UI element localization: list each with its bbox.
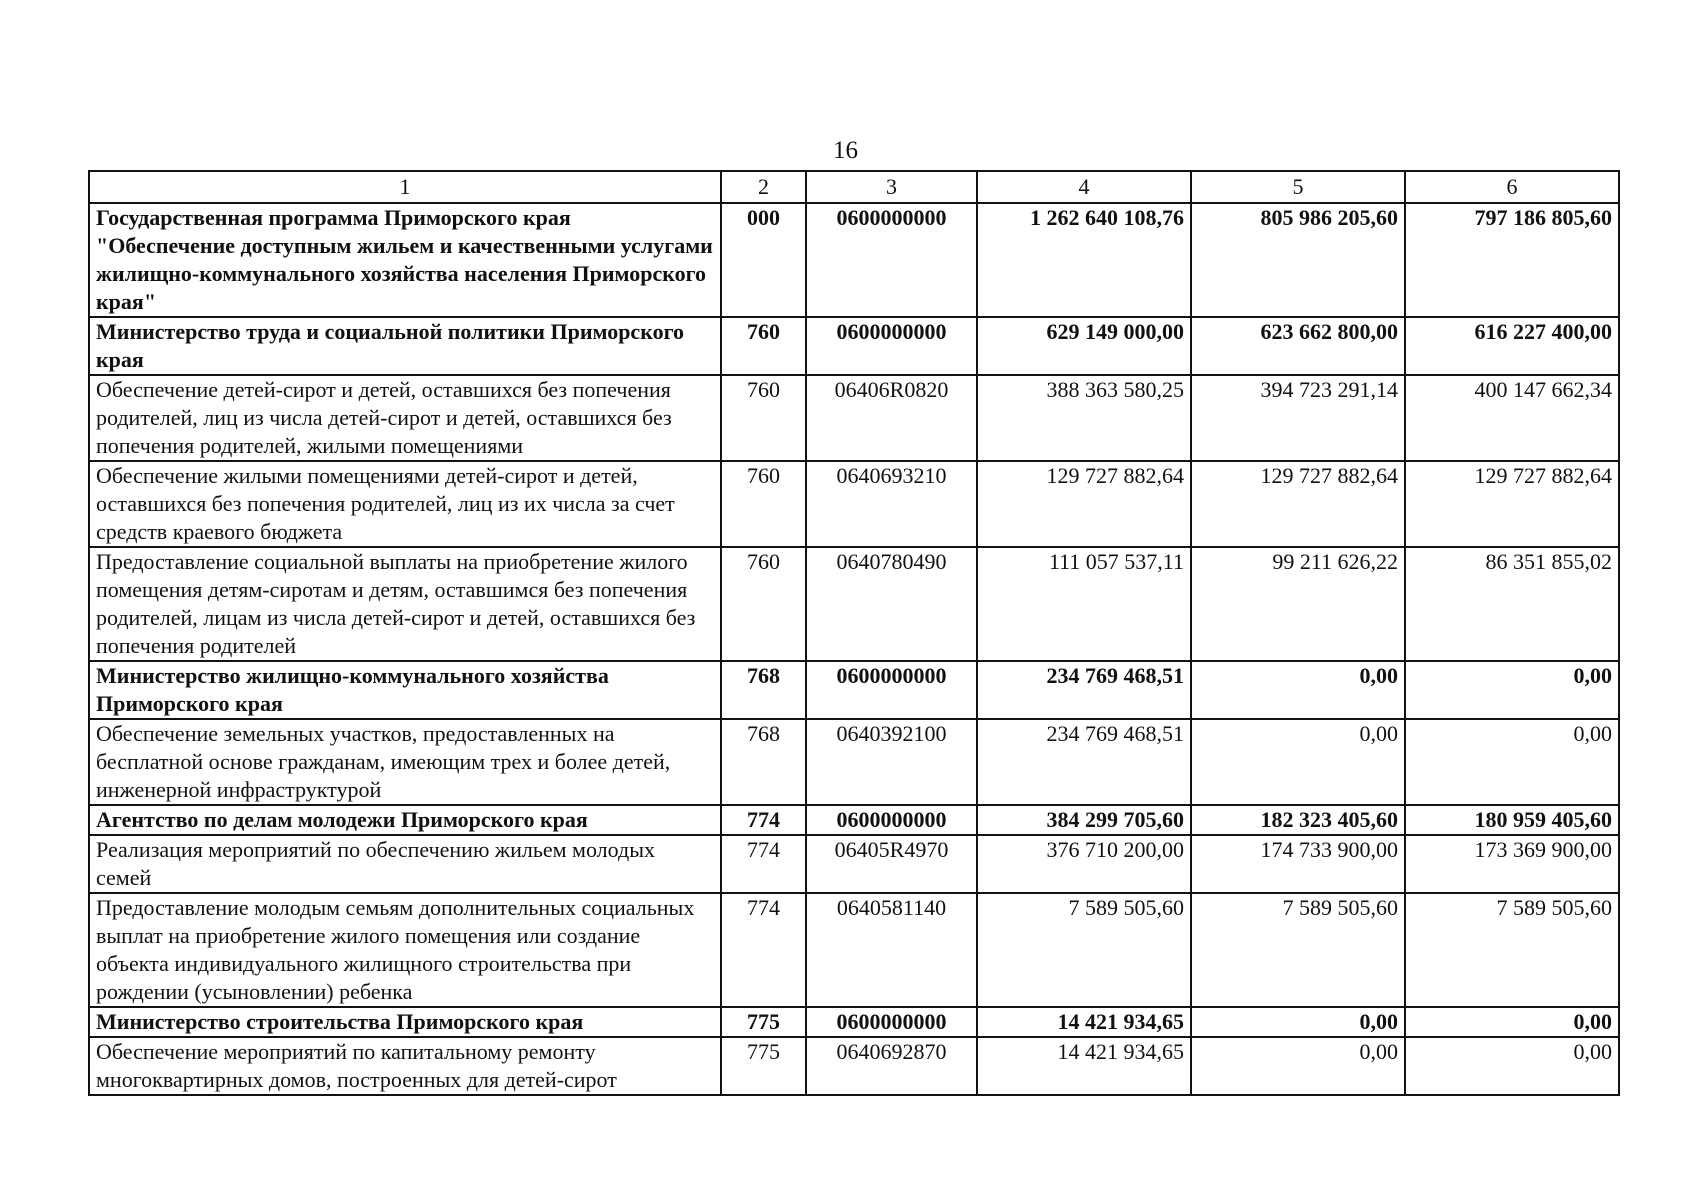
row-amount-col5: 0,00 [1191, 661, 1405, 719]
row-target-code: 06405R4970 [806, 835, 977, 893]
row-name: Обеспечение жилыми помещениями детей-сирот и детей, оставшихся без попечения родителей, лиц из их числа за счет средств краевого бюджета [89, 461, 721, 547]
row-amount-col6: 86 351 855,02 [1405, 547, 1619, 661]
table-row [89, 805, 1619, 835]
row-amount-col5: 0,00 [1191, 1037, 1405, 1095]
row-amount-col5: 805 986 205,60 [1191, 203, 1405, 317]
row-amount-col5: 7 589 505,60 [1191, 893, 1405, 1007]
row-target-code: 0600000000 [806, 1007, 977, 1037]
row-name: Обеспечение мероприятий по капитальному ремонту многоквартирных домов, построенных для детей-сирот [89, 1037, 721, 1095]
row-target-code: 0640780490 [806, 547, 977, 661]
column-number: 5 [1191, 171, 1405, 203]
row-amount-col5: 174 733 900,00 [1191, 835, 1405, 893]
row-amount-col6: 0,00 [1405, 1037, 1619, 1095]
table-row [89, 893, 1619, 1007]
row-amount-col4: 629 149 000,00 [977, 317, 1191, 375]
column-number-row [89, 171, 1619, 203]
table-row [89, 719, 1619, 805]
row-amount-col6: 180 959 405,60 [1405, 805, 1619, 835]
row-target-code: 0640581140 [806, 893, 977, 1007]
row-target-code: 0640392100 [806, 719, 977, 805]
row-name: Министерство строительства Приморского края [89, 1007, 721, 1037]
table-row [89, 461, 1619, 547]
row-name: Предоставление молодым семьям дополнительных социальных выплат на приобретение жилого помещения или создание объекта индивидуального жилищного строительства при рождении (усыновлении) ребенка [89, 893, 721, 1007]
table-row [89, 1007, 1619, 1037]
row-amount-col5: 99 211 626,22 [1191, 547, 1405, 661]
row-admin-code: 760 [721, 317, 806, 375]
table-row [89, 547, 1619, 661]
row-admin-code: 768 [721, 661, 806, 719]
row-amount-col6: 0,00 [1405, 661, 1619, 719]
row-amount-col6: 0,00 [1405, 1007, 1619, 1037]
row-amount-col4: 234 769 468,51 [977, 661, 1191, 719]
row-amount-col4: 376 710 200,00 [977, 835, 1191, 893]
row-name: Обеспечение земельных участков, предоставленных на бесплатной основе гражданам, имеющим трех и более детей, инженерной инфраструктурой [89, 719, 721, 805]
row-target-code: 06406R0820 [806, 375, 977, 461]
row-name: Обеспечение детей-сирот и детей, оставшихся без попечения родителей, лиц из числа детей-сирот и детей, оставшихся без попечения родителей, жилыми помещениями [89, 375, 721, 461]
row-admin-code: 760 [721, 375, 806, 461]
row-amount-col4: 7 589 505,60 [977, 893, 1191, 1007]
row-amount-col6: 616 227 400,00 [1405, 317, 1619, 375]
table-row [89, 835, 1619, 893]
row-amount-col5: 623 662 800,00 [1191, 317, 1405, 375]
row-name: Агентство по делам молодежи Приморского края [89, 805, 721, 835]
table-body [89, 203, 1619, 1095]
row-target-code: 0600000000 [806, 661, 977, 719]
row-amount-col4: 111 057 537,11 [977, 547, 1191, 661]
table-row [89, 203, 1619, 317]
row-amount-col4: 129 727 882,64 [977, 461, 1191, 547]
row-name: Министерство труда и социальной политики Приморского края [89, 317, 721, 375]
row-admin-code: 774 [721, 893, 806, 1007]
row-target-code: 0600000000 [806, 805, 977, 835]
row-amount-col6: 7 589 505,60 [1405, 893, 1619, 1007]
row-admin-code: 768 [721, 719, 806, 805]
row-amount-col4: 1 262 640 108,76 [977, 203, 1191, 317]
row-amount-col6: 400 147 662,34 [1405, 375, 1619, 461]
row-amount-col5: 182 323 405,60 [1191, 805, 1405, 835]
column-number: 4 [977, 171, 1191, 203]
page-number: 16 [833, 137, 858, 164]
row-admin-code: 775 [721, 1007, 806, 1037]
table-row [89, 661, 1619, 719]
row-target-code: 0640692870 [806, 1037, 977, 1095]
row-admin-code: 775 [721, 1037, 806, 1095]
row-admin-code: 774 [721, 835, 806, 893]
column-number: 6 [1405, 171, 1619, 203]
row-amount-col5: 0,00 [1191, 719, 1405, 805]
row-amount-col5: 0,00 [1191, 1007, 1405, 1037]
column-number: 3 [806, 171, 977, 203]
row-name: Министерство жилищно-коммунального хозяйства Приморского края [89, 661, 721, 719]
budget-table [88, 170, 1620, 1096]
row-amount-col4: 384 299 705,60 [977, 805, 1191, 835]
table-row [89, 1037, 1619, 1095]
row-amount-col5: 129 727 882,64 [1191, 461, 1405, 547]
row-target-code: 0600000000 [806, 203, 977, 317]
row-amount-col6: 797 186 805,60 [1405, 203, 1619, 317]
row-admin-code: 760 [721, 547, 806, 661]
row-admin-code: 774 [721, 805, 806, 835]
row-name: Государственная программа Приморского края "Обеспечение доступным жильем и качественными услугами жилищно-коммунального хозяйства населения Приморского края" [89, 203, 721, 317]
row-name: Реализация мероприятий по обеспечению жильем молодых семей [89, 835, 721, 893]
row-target-code: 0640693210 [806, 461, 977, 547]
row-amount-col4: 14 421 934,65 [977, 1007, 1191, 1037]
column-number: 2 [721, 171, 806, 203]
table-row [89, 375, 1619, 461]
column-number: 1 [89, 171, 721, 203]
row-amount-col4: 234 769 468,51 [977, 719, 1191, 805]
table-row [89, 317, 1619, 375]
row-admin-code: 760 [721, 461, 806, 547]
row-amount-col6: 173 369 900,00 [1405, 835, 1619, 893]
row-amount-col6: 129 727 882,64 [1405, 461, 1619, 547]
row-amount-col6: 0,00 [1405, 719, 1619, 805]
row-amount-col4: 388 363 580,25 [977, 375, 1191, 461]
row-amount-col5: 394 723 291,14 [1191, 375, 1405, 461]
row-target-code: 0600000000 [806, 317, 977, 375]
row-name: Предоставление социальной выплаты на приобретение жилого помещения детям-сиротам и детям, оставшимся без попечения родителей, лицам из числа детей-сирот и детей, оставшихся без попечения родителей [89, 547, 721, 661]
row-amount-col4: 14 421 934,65 [977, 1037, 1191, 1095]
row-admin-code: 000 [721, 203, 806, 317]
